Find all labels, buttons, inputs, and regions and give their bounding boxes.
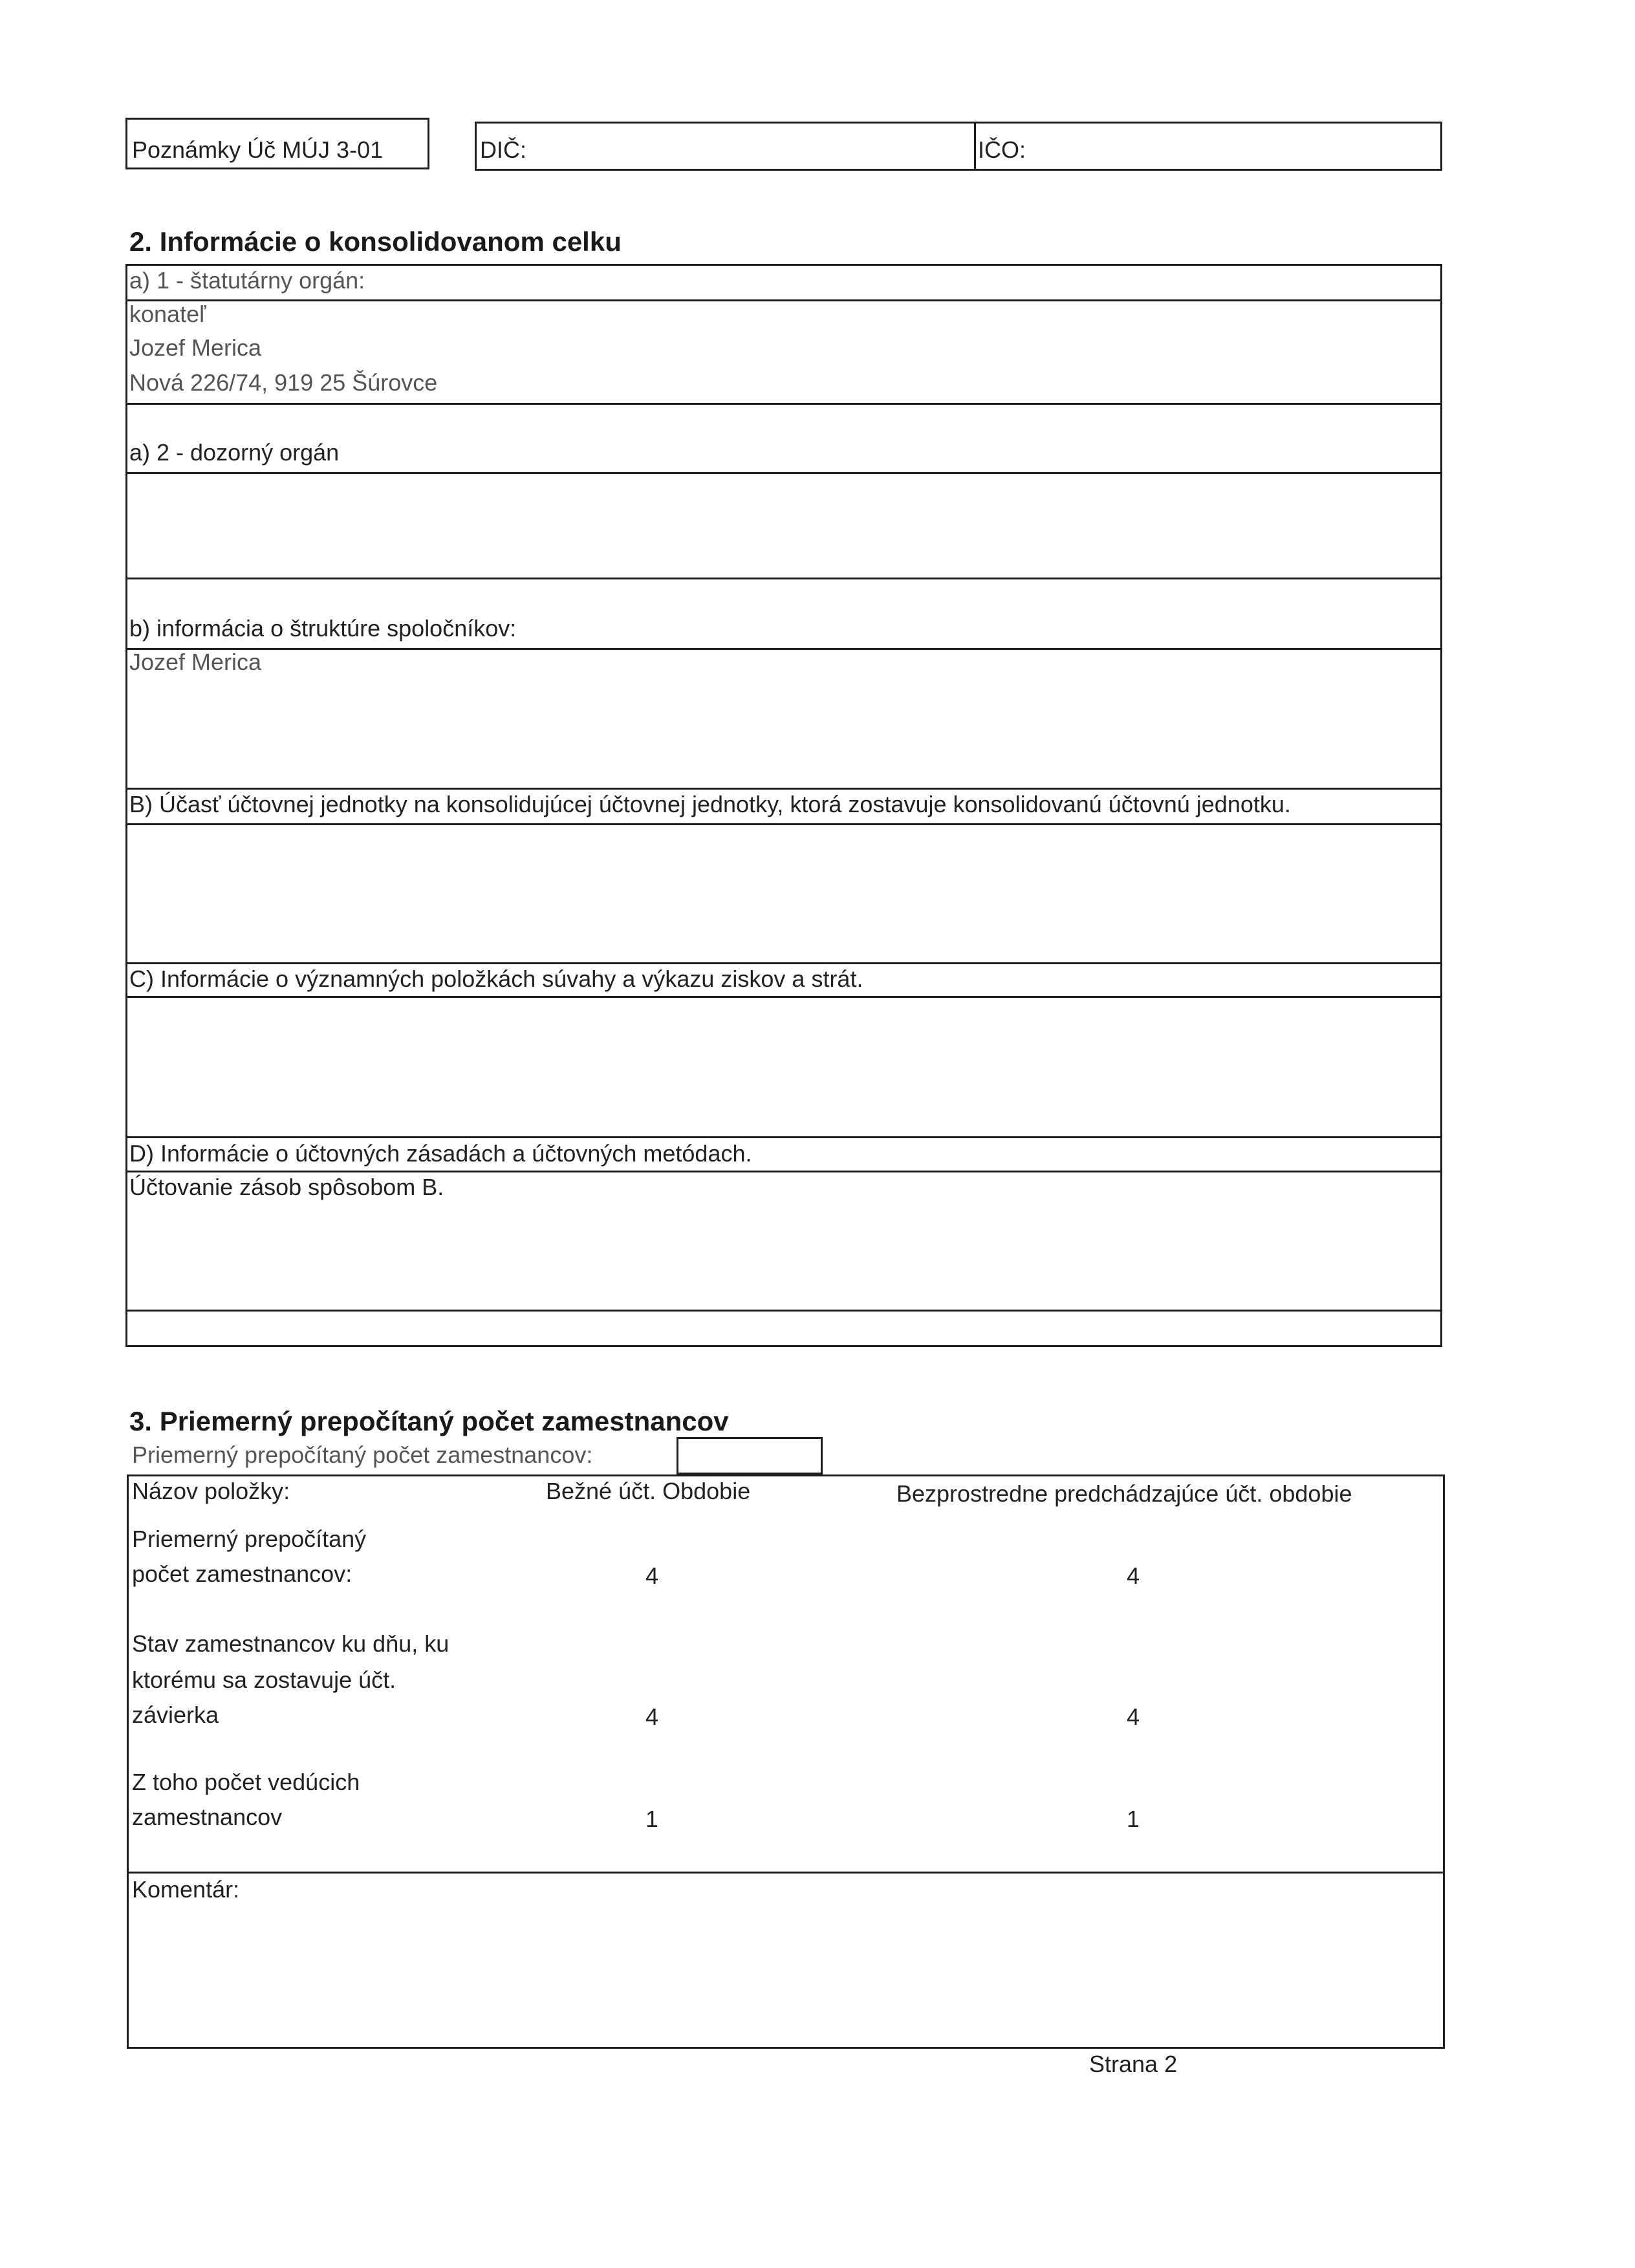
column-header-item: Názov položky: (132, 1478, 290, 1504)
statutory-line: Jozef Merica (129, 334, 262, 361)
statutory-line: Nová 226/74, 919 25 Šúrovce (129, 369, 438, 396)
row-label-line: závierka (132, 1701, 219, 1728)
policies-value: Účtovanie zásob spôsobom B. (129, 1174, 444, 1200)
statutory-line: konateľ (129, 301, 206, 327)
row-value-current: 1 (645, 1806, 659, 1832)
dic-label: DIČ: (480, 136, 526, 163)
items-label: C) Informácie o významných položkách súvahy a výkazu ziskov a strát. (129, 966, 863, 992)
row-value-previous: 4 (1126, 1562, 1140, 1589)
divider (125, 403, 1442, 405)
divider (125, 299, 1442, 301)
tax-id-divider (974, 122, 976, 171)
share-label: B) Účasť účtovnej jednotky na konsolidujúcej účtovnej jednotky, ktorá zostavuje konsolidovanú účtovnú jednotku. (129, 791, 1291, 817)
employee-count-box (677, 1437, 823, 1474)
divider (125, 648, 1442, 650)
tax-id-box (475, 122, 1442, 171)
partners-label: b) informácia o štruktúre spoločníkov: (129, 615, 517, 642)
page-number: Strana 2 (1089, 2051, 1178, 2077)
comment-label: Komentár: (132, 1876, 240, 1903)
row-label-line: Stav zamestnancov ku dňu, ku (132, 1630, 449, 1657)
form-id-label: Poznámky Úč MÚJ 3-01 (132, 136, 384, 163)
statutory-label: a) 1 - štatutárny orgán: (129, 267, 365, 294)
divider (125, 578, 1442, 579)
row-label-line: Priemerný prepočítaný (132, 1526, 367, 1552)
policies-label: D) Informácie o účtovných zásadách a účtovných metódach. (129, 1140, 752, 1167)
column-header-previous: Bezprostredne predchádzajúce účt. obdobie (896, 1480, 1352, 1507)
divider (125, 1310, 1442, 1312)
divider (127, 1872, 1445, 1874)
ico-label: IČO: (978, 136, 1026, 163)
row-label-line: zamestnancov (132, 1804, 283, 1830)
row-value-current: 4 (645, 1562, 659, 1589)
row-label-line: ktorému sa zostavuje účt. (132, 1667, 396, 1693)
row-value-previous: 1 (1126, 1806, 1140, 1832)
row-value-current: 4 (645, 1703, 659, 1730)
divider (125, 472, 1442, 474)
supervisory-label: a) 2 - dozorný orgán (129, 439, 340, 466)
row-value-previous: 4 (1126, 1703, 1140, 1730)
section-2-title: 2. Informácie o konsolidovanom celku (129, 226, 622, 257)
row-label-line: Z toho počet vedúcich (132, 1769, 360, 1795)
section-3-title: 3. Priemerný prepočítaný počet zamestnancov (129, 1406, 729, 1436)
partners-value: Jozef Merica (129, 649, 262, 675)
column-header-current: Bežné účt. Obdobie (546, 1478, 751, 1504)
divider (125, 996, 1442, 998)
divider (125, 823, 1442, 825)
row-label-line: počet zamestnancov: (132, 1561, 352, 1587)
section-3-subtitle: Priemerný prepočítaný počet zamestnancov: (132, 1442, 593, 1468)
